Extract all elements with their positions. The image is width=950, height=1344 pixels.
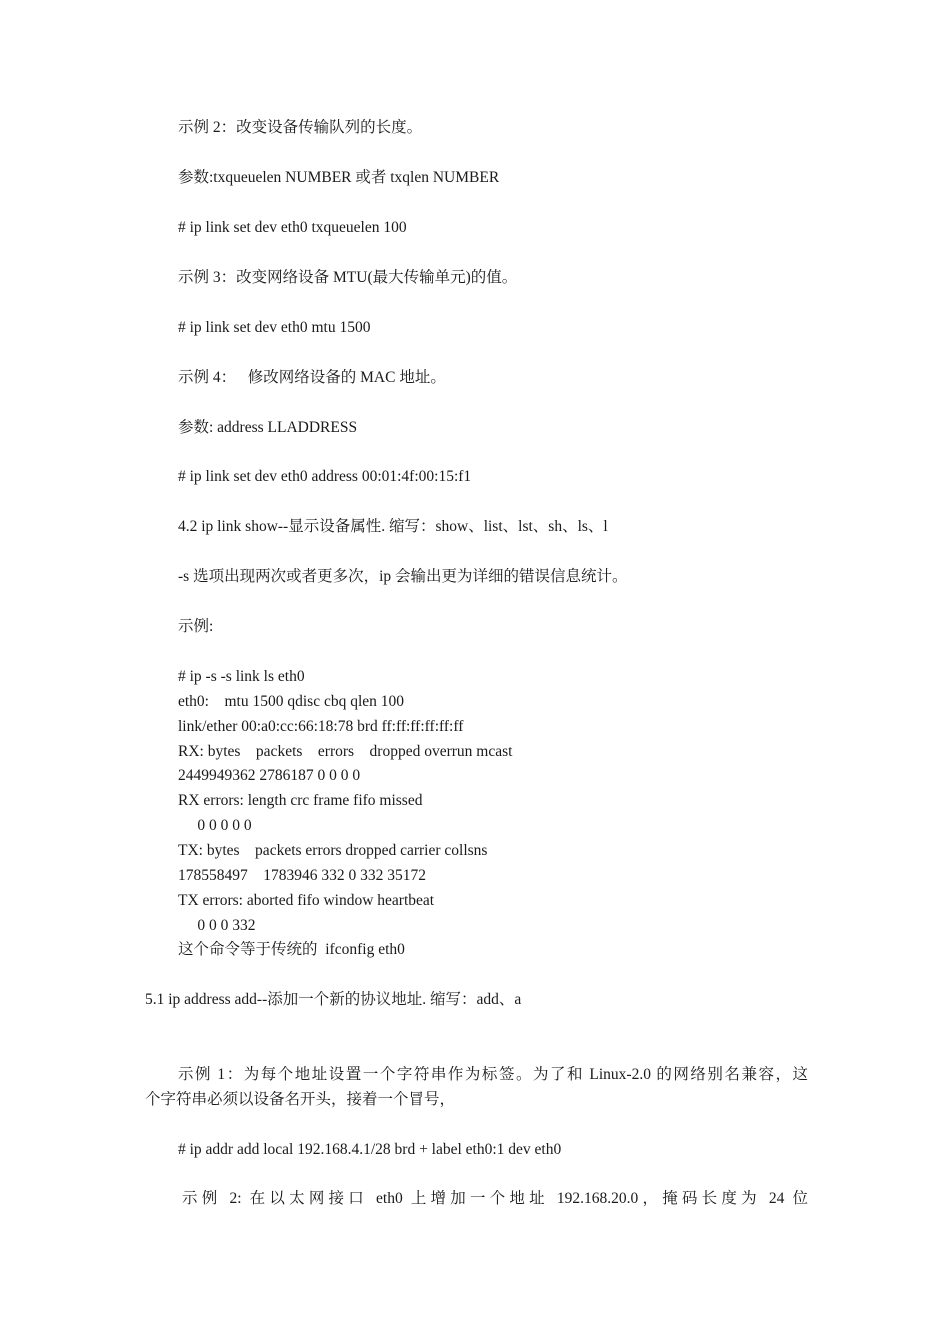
code-line: # ip link set dev eth0 address 00:01:4f:00:15:f1 — [178, 468, 472, 485]
section-heading: 4.2 ip link show--显示设备属性. 缩写：show、list、lst、sh、ls、l — [178, 518, 608, 535]
text-line: 参数:txqueuelen NUMBER 或者 txqlen NUMBER — [178, 169, 500, 186]
code-line: # ip link set dev eth0 txqueuelen 100 — [178, 219, 407, 236]
output-line: 0 0 0 0 0 — [178, 817, 252, 834]
text-line: 个字符串必须以设备名开头，接着一个冒号， — [145, 1091, 456, 1108]
text-line: 参数: address LLADDRESS — [178, 419, 358, 436]
text-line: 示例 3：改变网络设备 MTU(最大传输单元)的值。 — [178, 269, 518, 286]
code-line: # ip -s -s link ls eth0 — [178, 668, 305, 685]
text-line: 示例: — [178, 618, 214, 635]
output-line: 2449949362 2786187 0 0 0 0 — [178, 767, 361, 784]
section-heading: 5.1 ip address add--添加一个新的协议地址. 缩写：add、a — [145, 991, 522, 1008]
output-line: RX: bytes packets errors dropped overrun mcast — [178, 743, 513, 760]
output-line: 178558497 1783946 332 0 332 35172 — [178, 867, 426, 884]
output-line: eth0: mtu 1500 qdisc cbq qlen 100 — [178, 693, 405, 710]
text-line: 示例 1：为每个地址设置一个字符串作为标签。为了和 Linux-2.0 的网络别名兼容，这 — [178, 1066, 808, 1083]
code-line: # ip addr add local 192.168.4.1/28 brd + label eth0:1 dev eth0 — [178, 1141, 562, 1158]
text-line: 示例 4： 修改网络设备的 MAC 地址。 — [178, 369, 446, 386]
text-line: 示例 2：改变设备传输队列的长度。 — [178, 119, 423, 136]
text-line: -s 选项出现两次或者更多次，ip 会输出更为详细的错误信息统计。 — [178, 568, 628, 585]
output-line: TX: bytes packets errors dropped carrier collsns — [178, 842, 488, 859]
text-line: 这个命令等于传统的 ifconfig eth0 — [178, 941, 405, 958]
output-line: 0 0 0 332 — [178, 917, 256, 934]
code-line: # ip link set dev eth0 mtu 1500 — [178, 319, 371, 336]
text-line: 示例 2: 在以太网接口 eth0 上增加一个地址 192.168.20.0，掩码长度为 24 位 — [182, 1190, 808, 1207]
output-line: RX errors: length crc frame fifo missed — [178, 792, 423, 809]
output-line: link/ether 00:a0:cc:66:18:78 brd ff:ff:ff:ff:ff:ff — [178, 718, 464, 735]
output-line: TX errors: aborted fifo window heartbeat — [178, 892, 435, 909]
